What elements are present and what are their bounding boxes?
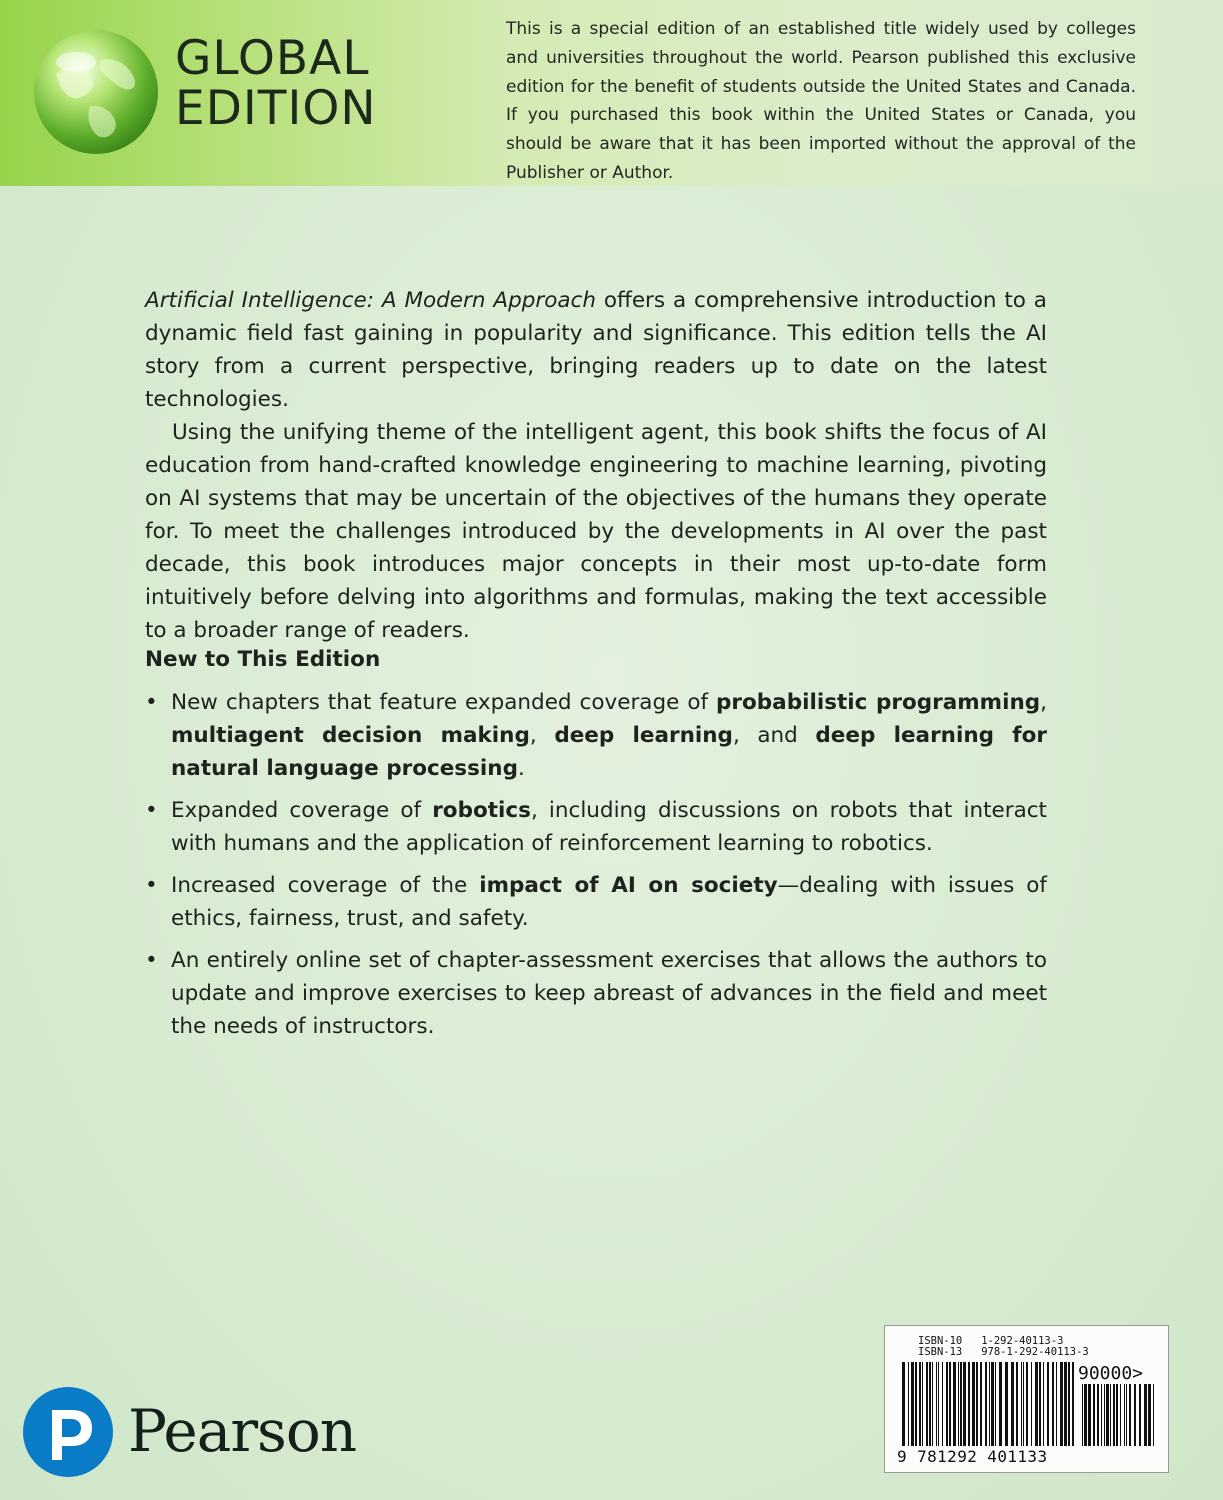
feature-bullet (145, 686, 1047, 785)
barcode-bar (972, 1362, 975, 1446)
barcode-bar (968, 1362, 970, 1446)
top-band (0, 0, 1223, 186)
barcode-bar (1110, 1384, 1111, 1446)
barcode-bar (1084, 1384, 1087, 1446)
barcode-bar (942, 1362, 943, 1446)
barcode-bar (1064, 1362, 1067, 1446)
barcode-bars (901, 1362, 1079, 1446)
edition-notice: This is a special edition of an established title widely used by colleges and universities throughout the world. Pearson published this exclusive edition for the benefit of students outside the United States and Canada. If you purchased this book within the United States or Canada, you should be aware that it has been imported without the approval of the Publisher or Author. (506, 19, 1136, 183)
description-paragraph-2: Using the unifying theme of the intelligent agent, this book shifts the focus of AI education from hand-crafted knowledge engineering to machine learning, pivoting on AI systems that may be uncertain of the objectives of the humans they operate for. To meet the challenges introduced by the developments in AI over the past decade, this book introduces major concepts in their most up-to-date form intuitively before delving into algorithms and formulas, making the text accessible to a broader range of readers. (145, 420, 1047, 643)
barcode-bar (1026, 1362, 1028, 1446)
bullet-dot: • (145, 873, 158, 898)
description-paragraph-1-text: offers a comprehensive introduction to a dynamic field fast gaining in popularity and significance. This edition tells the AI story from a current perspective, bringing readers up to date on the latest technologies. (145, 288, 1047, 412)
feature-bullet (145, 869, 1047, 935)
bullet-highlight: impact of AI on society (479, 873, 778, 898)
bullet-dot: • (145, 690, 158, 715)
barcode-bar (926, 1362, 928, 1446)
barcode-bar (1060, 1362, 1063, 1446)
barcode-bar (1043, 1362, 1044, 1446)
bullet-highlight: deep learning (554, 723, 733, 748)
book-title: Artificial Intelligence: A Modern Approach (145, 288, 596, 313)
barcode-bar (963, 1362, 966, 1446)
bullet-dot: • (145, 948, 158, 973)
isbn-13: ISBN-13 978-1-292-40113-3 (918, 1346, 1089, 1358)
barcode-bar (915, 1362, 917, 1446)
barcode-panel (884, 1325, 1169, 1473)
bullet-text: , (529, 723, 555, 748)
barcode-bar (1120, 1384, 1121, 1446)
barcode-bar (1088, 1384, 1091, 1446)
bullet-text: —dealing with issues of ethics, fairness, trust, and safety. (171, 873, 1048, 931)
barcode-bar (958, 1362, 959, 1446)
bullet-text: New chapters that feature expanded coverage of (171, 690, 717, 715)
barcode-bar (1153, 1384, 1154, 1446)
barcode-bar (1129, 1384, 1131, 1446)
barcode-bar (919, 1362, 921, 1446)
barcode-bar (976, 1362, 978, 1446)
barcode-bar (938, 1362, 939, 1446)
barcode-bar (1139, 1384, 1141, 1446)
feature-bullet (145, 794, 1047, 860)
barcode-bar (946, 1362, 948, 1446)
bullet-text: , and (732, 723, 816, 748)
bullet-dot: • (145, 798, 158, 823)
barcode-bar (980, 1362, 982, 1446)
barcode-bar (960, 1362, 962, 1446)
book-description (145, 284, 1047, 647)
barcode-bar (1052, 1362, 1054, 1446)
barcode-bar (1134, 1384, 1136, 1446)
barcode-bar (1035, 1362, 1038, 1446)
barcode-bar (936, 1362, 937, 1446)
barcode-bar (1124, 1384, 1125, 1446)
barcode-bar (1126, 1384, 1127, 1446)
bullet-highlight: robotics (432, 798, 531, 823)
barcode-bar (985, 1362, 987, 1446)
bullet-text: Increased coverage of the (171, 873, 480, 898)
barcode-bar (953, 1362, 956, 1446)
barcode-bar (1068, 1362, 1070, 1446)
barcode-bar (1116, 1384, 1118, 1446)
price-code: 90000> (1078, 1363, 1144, 1384)
barcode-bar (995, 1362, 996, 1446)
barcode-bar (1047, 1362, 1049, 1446)
barcode-bar (1005, 1362, 1008, 1446)
barcode-bar (989, 1362, 990, 1446)
bullet-text: An entirely online set of chapter-assessment exercises that allows the authors to update and improve exercises to keep abreast of advances in the field and meet the needs of instructors. (171, 948, 1047, 1039)
publisher-name: Pearson (128, 1397, 357, 1465)
barcode-bar (999, 1362, 1002, 1446)
barcode-bar (932, 1362, 933, 1446)
edition-label-edition: EDITION (175, 81, 377, 136)
edition-label-global: GLOBAL (175, 31, 370, 86)
isbn-10: ISBN-10 1-292-40113-3 (918, 1335, 1064, 1347)
description-paragraph-1 (145, 284, 1047, 416)
barcode-bar (908, 1362, 909, 1446)
barcode-bar (1082, 1384, 1083, 1446)
barcode-bar (1021, 1362, 1022, 1446)
new-edition-heading: New to This Edition (145, 647, 381, 672)
barcode-bar (1148, 1384, 1151, 1446)
barcode-bar (1144, 1384, 1147, 1446)
barcode-bar (1039, 1362, 1041, 1446)
bullet-text: . (517, 756, 525, 781)
bullet-highlight: multiagent decision making (171, 723, 530, 748)
barcode-bar (911, 1362, 914, 1446)
globe-icon (30, 26, 162, 158)
bullet-text: , (1040, 690, 1047, 715)
barcode-bar (1011, 1362, 1014, 1446)
barcode-bar (1072, 1362, 1074, 1446)
barcode-bar (991, 1362, 994, 1446)
barcode-bar (1097, 1384, 1099, 1446)
barcode-bar (929, 1362, 931, 1446)
barcode-addon-bars (1081, 1384, 1157, 1446)
barcode-bar (1016, 1362, 1018, 1446)
pearson-logo-icon (22, 1386, 114, 1478)
bullet-text: Expanded coverage of (171, 798, 433, 823)
feature-bullet (145, 944, 1047, 1043)
bullet-highlight: probabilistic programming (716, 690, 1041, 715)
barcode-bar (1101, 1384, 1102, 1446)
barcode-bar (1104, 1384, 1105, 1446)
barcode-bar (1031, 1362, 1032, 1446)
barcode-bar (1106, 1384, 1109, 1446)
barcode-bar (1023, 1362, 1024, 1446)
barcode-bar (1113, 1384, 1115, 1446)
bullet-highlight: deep learning for natural language processing (171, 723, 1048, 781)
barcode-bar (922, 1362, 923, 1446)
barcode-bar (1056, 1362, 1057, 1446)
barcode-bar (902, 1362, 905, 1446)
bullet-text: , including discussions on robots that interact with humans and the application of reinforcement learning to robotics. (171, 798, 1047, 856)
barcode-bar (949, 1362, 951, 1446)
barcode-digits: 9 781292 401133 (897, 1447, 1048, 1466)
barcode-bar (1093, 1384, 1095, 1446)
